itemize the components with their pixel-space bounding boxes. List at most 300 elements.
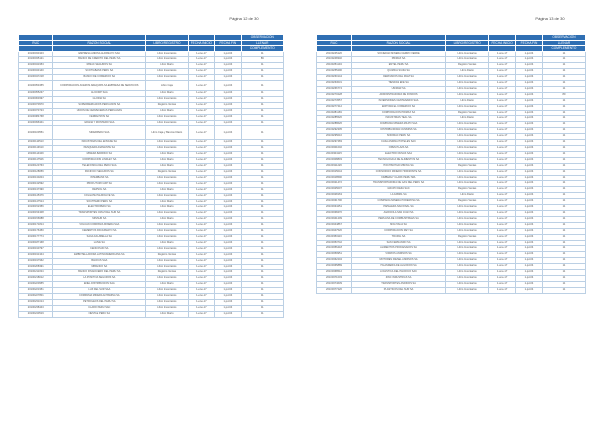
cell-libro: Libro Inventarios: [446, 86, 489, 92]
header-llenar: LLENAR: [241, 40, 283, 46]
cell-fecha-inicio: 1-ene-17: [188, 126, 215, 140]
cell-razon-social: PAPELERA NACIONAL SA: [351, 205, 445, 211]
cell-ruc: 20100311226: [317, 163, 352, 169]
cell-libro: Libro Inventarios: [446, 222, 489, 228]
cell-libro: Libro Inventarios: [446, 92, 489, 98]
cell-libro: Libro Inventarios: [446, 104, 489, 110]
cell-fecha-fin: 1-jul-04: [215, 152, 242, 158]
cell-fecha-fin: 1-jul-04: [215, 217, 242, 223]
cell-fecha-fin: 1-jul-04: [215, 96, 242, 102]
cell-razon-social: COMPAÑIA MINERA PODEROSA SA: [351, 199, 445, 205]
cell-ruc: 20100100551: [19, 126, 53, 140]
cell-ruc: 20100292305: [317, 128, 352, 134]
cell-razon-social: ENTEL PERU SA: [351, 63, 445, 69]
cell-libro: Libro Inventarios: [446, 169, 489, 175]
cell-libro: Libro Inventarios: [146, 264, 188, 270]
cell-observacion: 11: [542, 181, 585, 187]
cell-fecha-fin: 1-jul-04: [516, 151, 543, 157]
table-body: [317, 51, 586, 293]
cell-fecha-inicio: 1-ene-17: [489, 98, 516, 104]
cell-libro: Libro Inventarios: [446, 210, 489, 216]
page-number: Página 13 de 30: [535, 16, 565, 21]
cell-ruc: 20100240519: [19, 311, 53, 317]
cell-razon-social: COLGATE PALMOLIVE SA: [53, 193, 146, 199]
cell-observacion: 11: [241, 211, 283, 217]
cell-fecha-inicio: 1-ene-17: [188, 120, 215, 126]
cell-libro: Libro Inventarios: [146, 294, 188, 300]
cell-fecha-inicio: 1-ene-17: [188, 181, 215, 187]
cell-razon-social: HILANDERIA DE ALGODON SA: [351, 264, 445, 270]
cell-fecha-fin: 1-jul-04: [516, 116, 543, 122]
cell-fecha-inicio: 1-ene-17: [188, 240, 215, 246]
cell-razon-social: SUPERMERCADOS PERUANOS SA: [53, 102, 146, 108]
cell-ruc: 20100318590: [317, 175, 352, 181]
cell-libro: Libro Inventarios: [446, 240, 489, 246]
cell-libro: Libro Inventarios: [446, 275, 489, 281]
cell-razon-social: AGRICOLA SAN JUAN SA: [351, 210, 445, 216]
cell-fecha-inicio: 1-ene-17: [489, 193, 516, 199]
cell-fecha-inicio: 1-ene-17: [188, 217, 215, 223]
cell-fecha-fin: 1-jul-04: [516, 228, 543, 234]
cell-fecha-inicio: 1-ene-17: [188, 294, 215, 300]
cell-observacion: 11: [241, 102, 283, 108]
cell-observacion: 11: [542, 104, 585, 110]
cell-fecha-fin: 1-jul-04: [215, 246, 242, 252]
cell-razon-social: RIMAC SEGUROS SA: [53, 63, 146, 69]
cell-observacion: 11: [241, 223, 283, 229]
cell-observacion: 11: [542, 187, 585, 193]
table-row: [317, 287, 586, 293]
cell-observacion: 11: [542, 234, 585, 240]
cell-ruc: 20100374639: [317, 281, 352, 287]
cell-fecha-fin: 1-jul-04: [215, 223, 242, 229]
cell-razon-social: SCOTIABANK PERU SA: [53, 69, 146, 75]
cell-fecha-fin: 1-jul-04: [215, 199, 242, 205]
cell-libro: Libro Inventarios: [446, 228, 489, 234]
cell-razon-social: INTERBANK SA: [53, 175, 146, 181]
cell-ruc: 20100197962: [19, 258, 53, 264]
cell-libro: Libro Caja y Bancos Diario: [146, 126, 188, 140]
cell-razon-social: TECNOLOGICA DE ALIMENTOS SA: [351, 157, 445, 163]
cell-libro: Registro Ventas: [146, 270, 188, 276]
cell-libro: Registro Ventas: [446, 234, 489, 240]
cell-libro: Libro Diario: [146, 217, 188, 223]
cell-razon-social: FERREYROS SA: [53, 114, 146, 120]
cell-fecha-fin: 1-jul-04: [215, 229, 242, 235]
cell-observacion: 11: [241, 108, 283, 114]
cell-libro: Registro Ventas: [146, 252, 188, 258]
header-llenar: LLENAR: [542, 40, 585, 46]
cell-ruc: 20100356418: [317, 246, 352, 252]
cell-fecha-inicio: 1-ene-17: [188, 211, 215, 217]
cell-razon-social: GRAÑA Y MONTERO SAA: [53, 120, 146, 126]
cell-fecha-inicio: 1-ene-17: [188, 63, 215, 69]
cell-razon-social: SOUTHERN PERU SA: [53, 199, 146, 205]
cell-ruc: 20100132592: [19, 181, 53, 187]
cell-fecha-inicio: 1-ene-17: [489, 228, 516, 234]
cell-razon-social: ALIMENTOS PROCESADOS SA: [351, 246, 445, 252]
cell-observacion: 11: [542, 116, 585, 122]
cell-observacion: 11: [542, 163, 585, 169]
cell-fecha-fin: 1-jul-04: [215, 276, 242, 282]
cell-ruc: 20100113610: [19, 146, 53, 152]
cell-observacion: 11: [542, 258, 585, 264]
cell-libro: Libro Inventarios: [146, 288, 188, 294]
cell-libro: Libro Diario: [146, 63, 188, 69]
cell-razon-social: PLASTICOS DEL SUR SA: [351, 287, 445, 293]
cell-libro: Libro Inventarios: [146, 234, 188, 240]
cell-libro: Libro Diario: [146, 158, 188, 164]
cell-fecha-inicio: 1-ene-17: [489, 187, 516, 193]
cell-ruc: 20100325007: [317, 187, 352, 193]
cell-fecha-fin: 1-jul-04: [516, 81, 543, 87]
cell-fecha-inicio: 1-ene-17: [188, 311, 215, 317]
cell-fecha-fin: 1-jul-04: [215, 205, 242, 211]
cell-libro: Libro Inventarios: [146, 305, 188, 311]
cell-fecha-fin: 1-jul-04: [215, 81, 242, 91]
cell-observacion: 89: [542, 92, 585, 98]
cell-razon-social: TIENDAS EFE SA: [351, 81, 445, 87]
cell-fecha-fin: 1-jul-04: [215, 63, 242, 69]
cell-fecha-fin: 1-jul-04: [516, 128, 543, 134]
cell-observacion: 11: [542, 270, 585, 276]
cell-fecha-fin: 1-jul-04: [516, 281, 543, 287]
cell-ruc: 20100285520: [317, 116, 352, 122]
cell-fecha-inicio: 1-ene-17: [489, 281, 516, 287]
cell-libro: Libro Inventarios: [446, 122, 489, 128]
cell-fecha-fin: 1-jul-04: [516, 157, 543, 163]
cell-ruc: 20100263031: [317, 81, 352, 87]
cell-observacion: 11: [241, 193, 283, 199]
cell-fecha-fin: 1-jul-04: [516, 234, 543, 240]
cell-razon-social: REPSOL SA: [53, 187, 146, 193]
cell-ruc: 20100362204: [317, 258, 352, 264]
cell-razon-social: DERIVADOS DEL MAIZ SA: [351, 75, 445, 81]
cell-observacion: 11: [542, 51, 585, 57]
cell-razon-social: ADMINISTRADORA DE FONDOS: [351, 92, 445, 98]
cell-fecha-inicio: 1-ene-17: [489, 104, 516, 110]
cell-fecha-fin: 1-jul-04: [516, 240, 543, 246]
cell-fecha-inicio: 1-ene-17: [489, 216, 516, 222]
cell-fecha-fin: 1-jul-04: [516, 252, 543, 258]
cell-libro: Libro Inventarios: [446, 252, 489, 258]
cell-fecha-inicio: 1-ene-17: [489, 75, 516, 81]
table-header: [317, 35, 586, 52]
cell-fecha-inicio: 1-ene-17: [489, 116, 516, 122]
cell-razon-social: PACIFICO SEGUROS SA: [53, 170, 146, 176]
cell-observacion: 11: [241, 288, 283, 294]
cell-fecha-fin: 1-jul-04: [215, 299, 242, 305]
cell-observacion: 11: [542, 98, 585, 104]
cell-ruc: 20100073723: [19, 108, 53, 114]
cell-fecha-inicio: 1-ene-17: [489, 140, 516, 146]
cell-fecha-inicio: 1-ene-17: [188, 96, 215, 102]
cell-razon-social: TRANSPORTES CRUZ DEL SUR SA: [53, 211, 146, 217]
cell-libro: Libro Inventarios: [446, 81, 489, 87]
cell-observacion: 11: [542, 81, 585, 87]
cell-fecha-inicio: 1-ene-17: [489, 205, 516, 211]
table-row: [19, 126, 284, 140]
cell-fecha-fin: 1-jul-04: [215, 126, 242, 140]
cell-ruc: 20100288626: [317, 122, 352, 128]
cell-observacion: 11: [542, 157, 585, 163]
cell-fecha-fin: 1-jul-04: [516, 122, 543, 128]
cell-fecha-inicio: 1-ene-17: [188, 108, 215, 114]
cell-razon-social: CLARO PERU SAC: [53, 305, 146, 311]
cell-observacion: 11: [241, 282, 283, 288]
cell-razon-social: EDITORA EL COMERCIO SA: [351, 104, 445, 110]
cell-ruc: 20100084768: [19, 114, 53, 120]
cell-libro: Libro Inventarios: [446, 134, 489, 140]
cell-observacion: 11: [241, 229, 283, 235]
cell-observacion: 11: [241, 152, 283, 158]
cell-razon-social: MINERA BARRICK SA: [53, 152, 146, 158]
cell-observacion: 11: [241, 240, 283, 246]
cell-razon-social: ALICORP SAA: [53, 91, 146, 97]
cell-libro: Libro Diario: [146, 164, 188, 170]
cell-observacion: 11: [241, 305, 283, 311]
cell-observacion: 11: [542, 134, 585, 140]
cell-fecha-inicio: 1-ene-17: [489, 57, 516, 63]
cell-fecha-inicio: 1-ene-17: [489, 92, 516, 98]
cell-libro: Libro Diario: [146, 240, 188, 246]
cell-ruc: 20100043140: [19, 69, 53, 75]
header-fecha-inicio: FECHA INICIO: [489, 40, 516, 46]
cell-libro: Libro Inventarios: [146, 299, 188, 305]
cell-fecha-inicio: 1-ene-17: [489, 122, 516, 128]
cell-razon-social: VIDRIOS ANDINOS SA: [351, 252, 445, 258]
cell-ruc: 20100331790: [317, 199, 352, 205]
cell-ruc: 20100260144: [317, 75, 352, 81]
header-fecha-inicio: FECHA INICIO: [188, 40, 215, 46]
cell-fecha-fin: 1-jul-04: [516, 199, 543, 205]
cell-fecha-inicio: 1-ene-17: [188, 246, 215, 252]
cell-ruc: 20100377220: [317, 287, 352, 293]
cell-razon-social: CENCOSUD SA: [53, 246, 146, 252]
cell-ruc: 20100190797: [19, 246, 53, 252]
cell-razon-social: ENEL DISTRIBUCION SAA: [53, 282, 146, 288]
header-razon-social: RAZON SOCIAL: [53, 40, 146, 46]
cell-ruc: 20100110513: [19, 140, 53, 146]
cell-libro: Libro Diario: [146, 108, 188, 114]
cell-fecha-inicio: 1-ene-17: [489, 264, 516, 270]
page-number: Página 12 de 30: [229, 16, 259, 21]
cell-observacion: 11: [241, 114, 283, 120]
cell-razon-social: TRUPAL SA: [351, 234, 445, 240]
cell-razon-social: SAGA FALABELLA SA: [53, 234, 146, 240]
cell-libro: Libro Inventarios: [446, 175, 489, 181]
cell-ruc: 20100123763: [19, 164, 53, 170]
cell-ruc: 20100341209: [317, 216, 352, 222]
cell-fecha-inicio: 1-ene-17: [489, 252, 516, 258]
cell-fecha-inicio: 1-ene-17: [188, 187, 215, 193]
cell-razon-social: INDUSTRIAS TEAL SA: [351, 116, 445, 122]
cell-razon-social: TRANSPORTADORA DE GAS DEL PERU SA: [351, 181, 445, 187]
cell-razon-social: CEMENTOS PACASMAYO SA: [53, 229, 146, 235]
cell-libro: Registro Ventas: [146, 170, 188, 176]
cell-razon-social: CORPORACION PRIMAX SA: [351, 110, 445, 116]
cell-libro: Libro Diario: [146, 199, 188, 205]
cell-ruc: 20100156688: [19, 217, 53, 223]
cell-fecha-inicio: 1-ene-17: [188, 252, 215, 258]
cell-fecha-inicio: 1-ene-17: [188, 205, 215, 211]
cell-fecha-fin: 1-jul-04: [516, 193, 543, 199]
cell-ruc: 20100177774: [19, 234, 53, 240]
cell-fecha-inicio: 1-ene-17: [489, 169, 516, 175]
cell-fecha-fin: 1-jul-04: [516, 187, 543, 193]
cell-ruc: 20100315044: [317, 169, 352, 175]
cell-fecha-fin: 1-jul-04: [215, 187, 242, 193]
cell-ruc: 20100114349: [19, 152, 53, 158]
cell-fecha-fin: 1-jul-04: [215, 114, 242, 120]
cell-fecha-fin: 1-jul-04: [516, 51, 543, 57]
cell-razon-social: BANCO FINANCIERO DEL PERU SA: [53, 270, 146, 276]
cell-ruc: 20100308803: [317, 157, 352, 163]
cell-fecha-fin: 1-jul-04: [215, 51, 242, 57]
cell-ruc: 20100347520: [317, 228, 352, 234]
cell-fecha-fin: 1-jul-04: [215, 311, 242, 317]
cell-fecha-fin: 1-jul-04: [215, 264, 242, 270]
cell-ruc: 20100035121: [19, 57, 53, 63]
cell-fecha-inicio: 1-ene-17: [188, 114, 215, 120]
cell-ruc: 20100304115: [317, 151, 352, 157]
cell-razon-social: TELEFONICA DEL PERU SAA: [53, 164, 146, 170]
cell-fecha-inicio: 1-ene-17: [489, 128, 516, 134]
cell-fecha-inicio: 1-ene-17: [188, 264, 215, 270]
cell-ruc: 20100047218: [19, 75, 53, 81]
cell-libro: Libro Diario: [446, 193, 489, 199]
cell-razon-social: GRUPO DEZA SAC: [351, 187, 445, 193]
cell-observacion: 11: [542, 69, 585, 75]
cell-razon-social: DISTRIBUIDORA CUMMINS SA: [351, 128, 445, 134]
cell-libro: Libro Inventarios: [146, 246, 188, 252]
cell-fecha-fin: 1-jul-04: [516, 175, 543, 181]
cell-fecha-inicio: 1-ene-17: [489, 146, 516, 152]
cell-observacion: 11: [241, 146, 283, 152]
cell-fecha-inicio: 1-ene-17: [489, 181, 516, 187]
cell-libro: Libro Inventarios: [446, 246, 489, 252]
cell-fecha-inicio: 1-ene-17: [489, 151, 516, 157]
cell-fecha-fin: 1-jul-04: [516, 270, 543, 276]
cell-razon-social: LAIVE SA: [53, 240, 146, 246]
cell-ruc: 20100321472: [317, 181, 352, 187]
cell-observacion: 11: [241, 270, 283, 276]
cell-ruc: 20100270228: [317, 92, 352, 98]
cell-fecha-fin: 1-jul-04: [516, 146, 543, 152]
cell-libro: Libro Inventarios: [446, 264, 489, 270]
cell-fecha-fin: 1-jul-04: [516, 222, 543, 228]
cell-razon-social: PERUANA DE COMBUSTIBLES SA: [351, 216, 445, 222]
cell-libro: Libro Inventarios: [146, 258, 188, 264]
cell-razon-social: MOLITALIA SA: [351, 222, 445, 228]
cell-fecha-inicio: 1-ene-17: [489, 110, 516, 116]
cell-observacion: 11: [241, 120, 283, 126]
cell-razon-social: TRANSPORTES ANDINOS SA: [351, 281, 445, 287]
cell-observacion: 11: [542, 210, 585, 216]
cell-observacion: 11: [241, 264, 283, 270]
cell-fecha-inicio: 1-ene-17: [188, 152, 215, 158]
cell-fecha-fin: 1-jul-04: [215, 294, 242, 300]
cell-observacion: 11: [542, 287, 585, 293]
header-razon-social: RAZON SOCIAL: [351, 40, 445, 46]
cell-libro: Libro Inventarios: [146, 57, 188, 63]
cell-razon-social: ELECTROPERU SA: [53, 205, 146, 211]
cell-fecha-fin: 1-jul-04: [516, 216, 543, 222]
cell-observacion: 11: [241, 246, 283, 252]
cell-razon-social: BANCO DE CREDITO DEL PERU SA: [53, 57, 146, 63]
table-row: [19, 81, 284, 91]
cell-fecha-fin: 1-jul-04: [516, 210, 543, 216]
cell-ruc: 20100128056: [19, 170, 53, 176]
cell-fecha-fin: 1-jul-04: [215, 240, 242, 246]
cell-observacion: 11: [241, 170, 283, 176]
cell-ruc: 20100096341: [19, 120, 53, 126]
cell-fecha-fin: 1-jul-04: [516, 140, 543, 146]
cell-razon-social: SODIMAC PERU SA: [351, 134, 445, 140]
cell-ruc: 20100208391: [19, 264, 53, 270]
cell-fecha-fin: 1-jul-04: [215, 140, 242, 146]
cell-libro: Libro Inventarios: [446, 75, 489, 81]
cell-razon-social: CORPORACION ACEROS AREQUIPA SA EMPRESA DE SERVICIOS: [53, 81, 146, 91]
cell-ruc: 20100371003: [317, 275, 352, 281]
cell-fecha-fin: 1-jul-04: [215, 102, 242, 108]
cell-ruc: 20100238443: [19, 305, 53, 311]
cell-ruc: 20100187168: [19, 240, 53, 246]
cell-fecha-fin: 1-jul-04: [516, 205, 543, 211]
cell-razon-social: OPEN PLAZA SA: [351, 146, 445, 152]
cell-fecha-inicio: 1-ene-17: [188, 276, 215, 282]
cell-fecha-fin: 1-jul-04: [215, 234, 242, 240]
cell-ruc: 20100147514: [19, 199, 53, 205]
cell-fecha-inicio: 1-ene-17: [188, 75, 215, 81]
cell-fecha-fin: 1-jul-04: [215, 181, 242, 187]
cell-fecha-inicio: 1-ene-17: [489, 287, 516, 293]
cell-razon-social: CASA ANDINA HOTELES SAC: [351, 140, 445, 146]
cell-observacion: 11: [542, 146, 585, 152]
cell-libro: Libro Diario: [446, 98, 489, 104]
cell-razon-social: SAN FERNANDO SA: [351, 240, 445, 246]
cell-razon-social: LA POSITIVA SEGUROS SA: [53, 276, 146, 282]
cell-fecha-inicio: 1-ene-17: [188, 305, 215, 311]
cell-razon-social: KIMBERLY CLARK PERU SRL: [351, 175, 445, 181]
cell-ruc: 20100266774: [317, 86, 352, 92]
cell-ruc: 20100328163: [317, 193, 352, 199]
cell-ruc: 20100251104: [317, 63, 352, 69]
cell-libro: Libro Caja: [146, 81, 188, 91]
cell-observacion: 11: [241, 75, 283, 81]
cell-libro: Libro Inventarios: [146, 114, 188, 120]
cell-fecha-fin: 1-jul-04: [215, 57, 242, 63]
cell-fecha-fin: 1-jul-04: [516, 75, 543, 81]
cell-ruc: 20100353742: [317, 240, 352, 246]
cell-libro: Registro Ventas: [446, 63, 489, 69]
cell-ruc: 20100255290: [317, 69, 352, 75]
cell-fecha-inicio: 1-ene-17: [188, 258, 215, 264]
cell-fecha-inicio: 1-ene-17: [489, 86, 516, 92]
cell-ruc: 20100171814: [19, 223, 53, 229]
cell-fecha-inicio: 1-ene-17: [489, 51, 516, 57]
cell-ruc: 20100176450: [19, 229, 53, 235]
cell-ruc: 20100350116: [317, 234, 352, 240]
cell-libro: Libro Diario: [146, 311, 188, 317]
cell-observacion: 11: [241, 181, 283, 187]
cell-fecha-inicio: 1-ene-17: [188, 223, 215, 229]
header-complemento: COMPLEMENTO: [241, 46, 283, 52]
cell-razon-social: QUIMICA SUIZA SA: [351, 69, 445, 75]
cell-ruc: 20100344867: [317, 222, 352, 228]
cell-libro: Libro Diario: [146, 91, 188, 97]
cell-fecha-inicio: 1-ene-17: [188, 146, 215, 152]
